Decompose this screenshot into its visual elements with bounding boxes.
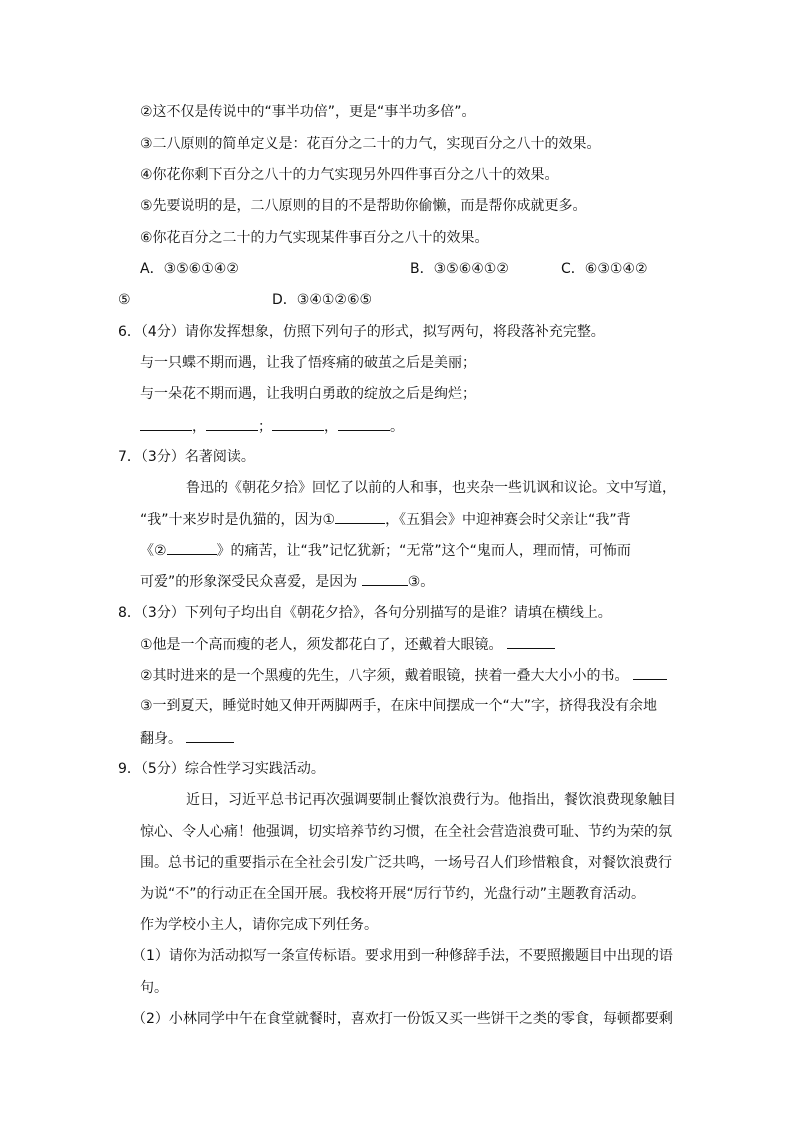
q6-blank-3[interactable]	[272, 416, 324, 431]
q9-para-line-1: 近日，习近平总书记再次强调要制止餐饮浪费行为。他指出，餐饮浪费现象触目	[186, 792, 676, 808]
q7-para-line-1: 鲁迅的《朝花夕拾》回忆了以前的人和事，也夹杂一些讥讽和议论。文中写道，	[186, 480, 676, 496]
q5-item-2: ②这不仅是传说中的“事半功倍”，更是“事半功多倍”。	[140, 104, 476, 120]
q7-para-line-4: 可爱”的形象深受民众喜爱，是因为 ③。	[140, 571, 434, 592]
q9-para-line-5: 作为学校小主人，请你完成下列任务。	[140, 917, 378, 933]
q8-stem: 8．（3分）下列句子均出自《朝花夕拾》，各句分别描写的是谁？请填在横线上。	[118, 605, 612, 621]
q8-sentence-3-cont: 翻身。	[140, 728, 234, 749]
q5-item-6: ⑥你花百分之二十的力气实现某件事百分之八十的效果。	[140, 230, 489, 246]
q6-answer-line: ， ； ， 。	[140, 416, 404, 437]
q7-para-line-3: 《② 》的痛苦，让“我”记忆犹新；“无常”这个“鬼而人，理而情，可怖而	[140, 540, 631, 561]
q8-sentence-1: ①他是一个高而瘦的老人，须发都花白了，还戴着大眼镜。	[140, 634, 555, 655]
q8-sentence-2: ②其时进来的是一个黑瘦的先生，八字须，戴着眼镜，挟着一叠大大小小的书。	[140, 665, 667, 686]
q9-para-line-2: 惊心、令人心痛！他强调，切实培养节约习惯，在全社会营造浪费可耻、节约为荣的氛	[140, 824, 672, 840]
q7-blank-3[interactable]	[362, 571, 408, 586]
q9-task-1-cont: 句。	[140, 980, 168, 996]
q6-blank-1[interactable]	[140, 416, 192, 431]
q5-option-c-tail: ⑤	[118, 292, 131, 308]
q9-stem: 9．（5分）综合性学习实践活动。	[118, 761, 325, 777]
q6-sample-2: 与一朵花不期而遇，让我明白勇敢的绽放之后是绚烂；	[140, 386, 476, 402]
q7-stem: 7．（3分）名著阅读。	[118, 449, 255, 465]
q7-para-line-2: “我”十来岁时是仇猫的，因为① ，《五猖会》中迎神赛会时父亲让“我”背	[140, 509, 631, 530]
q5-item-4: ④你花你剩下百分之八十的力气实现另外四件事百分之八十的效果。	[140, 167, 559, 183]
q6-blank-2[interactable]	[206, 416, 258, 431]
q5-item-3: ③二八原则的简单定义是：花百分之二十的力气，实现百分之八十的效果。	[140, 136, 601, 152]
q5-item-5: ⑤先要说明的是，二八原则的目的不是帮助你偷懒，而是帮你成就更多。	[140, 198, 587, 214]
q9-para-line-4: 为说“不”的行动正在全国开展。我校将开展“厉行节约，光盘行动”主题教育活动。	[140, 886, 646, 902]
q8-blank-1[interactable]	[507, 634, 555, 649]
q9-task-2: （2）小林同学中午在食堂就餐时，喜欢打一份饭又买一些饼干之类的零食，每顿都要剩	[132, 1011, 673, 1027]
q7-blank-1[interactable]	[335, 509, 385, 524]
q9-para-line-3: 围。总书记的重要指示在全社会引发广泛共鸣，一场号召人们珍惜粮食，对餐饮浪费行	[140, 855, 672, 871]
q6-sample-1: 与一只蝶不期而遇，让我了悟疼痛的破茧之后是美丽；	[140, 355, 476, 371]
q6-blank-4[interactable]	[338, 416, 390, 431]
q9-task-1: （1）请你为活动拟写一条宣传标语。要求用到一种修辞手法，不要照搬题目中出现的语	[132, 948, 673, 964]
q6-stem: 6．（4分）请你发挥想象，仿照下列句子的形式，拟写两句，将段落补充完整。	[118, 324, 605, 340]
q5-option-d: D．③④①②⑥⑤	[272, 292, 373, 308]
q5-option-c: C．⑥③①④②	[561, 261, 648, 277]
q5-option-a: A．③⑤⑥①④②	[140, 261, 239, 277]
q8-blank-2[interactable]	[633, 665, 667, 680]
q8-blank-3[interactable]	[186, 728, 234, 743]
q7-blank-2[interactable]	[167, 540, 217, 555]
q8-sentence-3: ③一到夏天，睡觉时她又伸开两脚两手，在床中间摆成一个“大”字，挤得我没有余地	[140, 698, 658, 714]
q5-option-b: B．③⑤⑥④①②	[410, 261, 509, 277]
